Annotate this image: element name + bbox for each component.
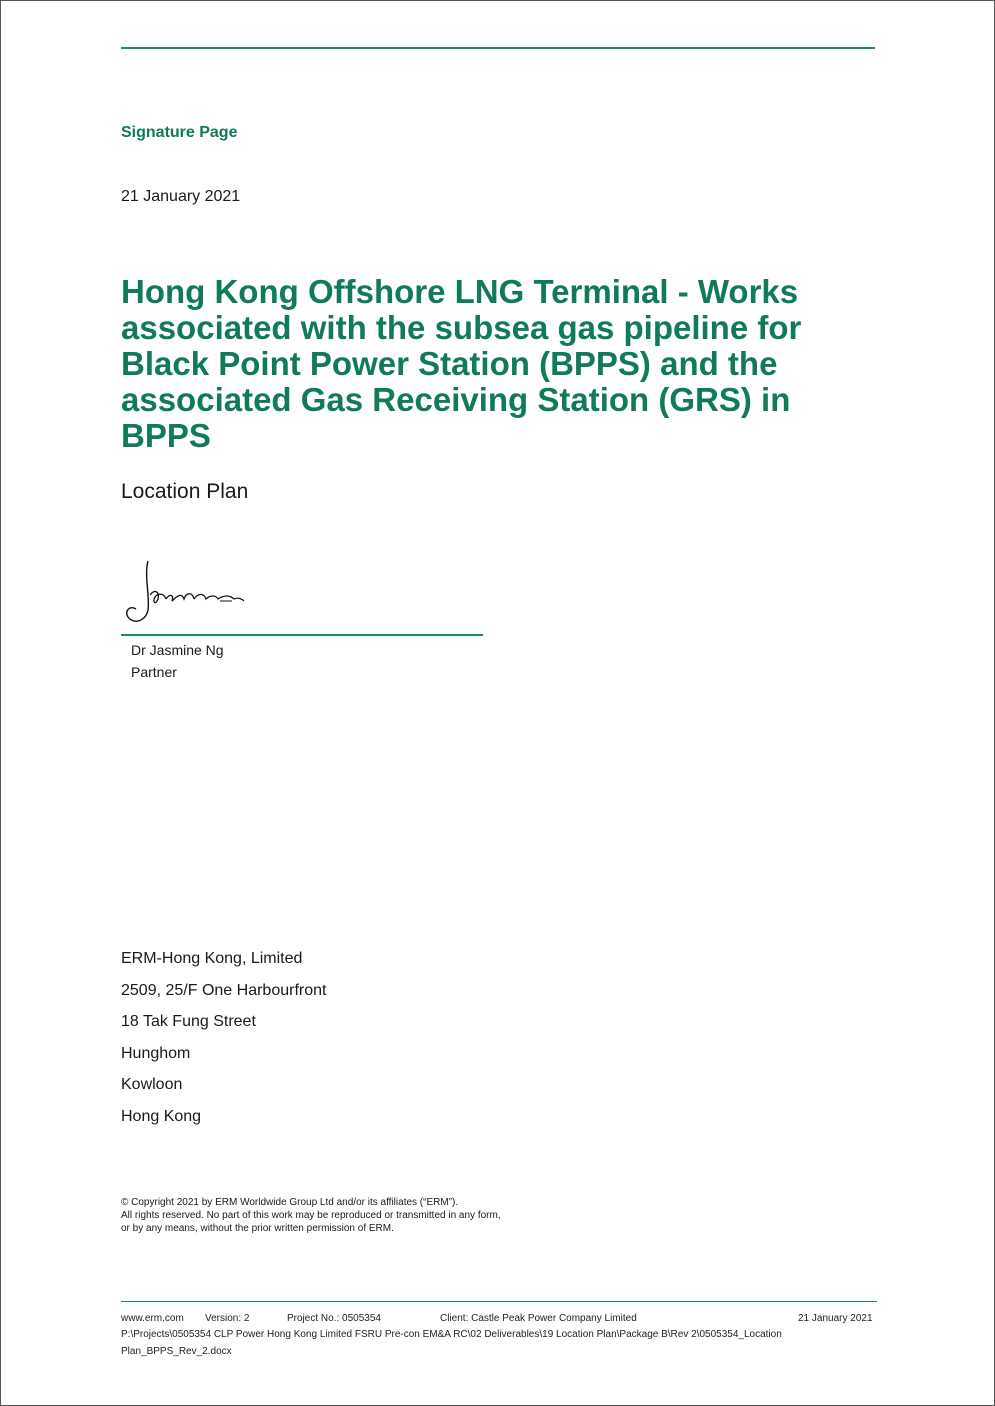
footer-client: Client: Castle Peak Power Company Limited <box>440 1313 637 1324</box>
signatory-name: Dr Jasmine Ng <box>131 642 224 658</box>
header-rule <box>121 47 875 49</box>
document-subtitle: Location Plan <box>121 480 249 503</box>
address-line: 2509, 25/F One Harbourfront <box>121 982 327 999</box>
copyright-line: All rights reserved. No part of this work may be reproduced or transmitted in any form, <box>121 1210 501 1221</box>
document-date: 21 January 2021 <box>121 188 241 205</box>
section-label: Signature Page <box>121 124 238 141</box>
address-line: Hong Kong <box>121 1108 202 1125</box>
address-line: Kowloon <box>121 1076 183 1093</box>
footer-file-path: P:\Projects\0505354 CLP Power Hong Kong Limited FSRU Pre-con EM&A RC\02 Deliverables\19 Location Plan\Package B\Rev 2\0505354_Location <box>121 1329 782 1340</box>
copyright-line: or by any means, without the prior written permission of ERM. <box>121 1223 394 1234</box>
signature-image <box>120 555 250 630</box>
footer-rule <box>121 1301 877 1302</box>
address-line: Hunghom <box>121 1045 191 1062</box>
footer-version: Version: 2 <box>205 1313 250 1324</box>
document-title: Hong Kong Offshore LNG Terminal - Works associated with the subsea gas pipeline for Black Point Power Station (BPPS) and the associated Gas Receiving Station (GRS) in BPPS <box>121 273 802 454</box>
footer-date: 21 January 2021 <box>798 1313 873 1324</box>
signatory-role: Partner <box>131 664 177 680</box>
signature-line <box>121 634 483 636</box>
footer-website: www.erm.com <box>121 1313 184 1324</box>
footer-file-path: Plan_BPPS_Rev_2.docx <box>121 1346 232 1357</box>
footer-project: Project No.: 0505354 <box>287 1313 381 1324</box>
address-line: ERM-Hong Kong, Limited <box>121 950 303 967</box>
address-line: 18 Tak Fung Street <box>121 1013 256 1030</box>
copyright-line: © Copyright 2021 by ERM Worldwide Group Ltd and/or its affiliates (“ERM”). <box>121 1197 459 1208</box>
